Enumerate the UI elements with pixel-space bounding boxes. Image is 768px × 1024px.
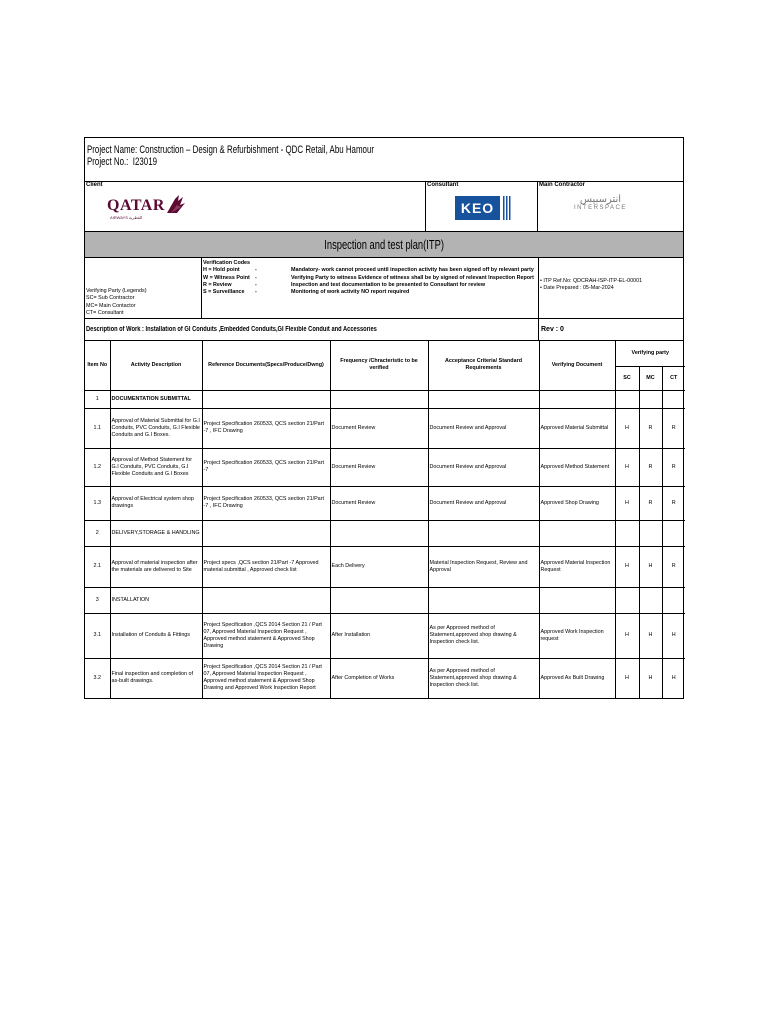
itp-table-wrap	[85, 341, 683, 698]
interspace-logo: انترسبيس INTERSPACE	[574, 194, 627, 211]
itp-title-bar	[85, 232, 683, 258]
itp-ref-no: • ITP Ref.No: QDCRAH-ISP-ITP-EL-00001	[540, 278, 643, 284]
qatar-airways-logo: QATAR AIRWAYS القطرية	[107, 193, 187, 220]
itp-reference-info	[539, 258, 683, 318]
project-name: Project Name: Construction – Design & Refurbishment - QDC Retail, Abu Hamour	[87, 144, 374, 156]
project-number: Project No.: I23019	[87, 156, 158, 168]
oryx-icon	[165, 193, 187, 215]
table-row: 3 INSTALLATION	[85, 587, 685, 613]
work-description: Description of Work : Installation of GI Conduits ,Embedded Conduits,GI Flexible Conduit and Accessories	[85, 319, 539, 340]
header-item-no: Item No	[85, 341, 110, 390]
header-frequency: Frequency /Chracteristic to be verified	[330, 341, 428, 390]
header-mc: MC	[639, 366, 662, 390]
legend-row	[85, 258, 683, 319]
consultant-label: Consultant	[427, 182, 459, 188]
header-acceptance: Acceptance Criteria/ Standard Requirements	[428, 341, 539, 390]
contractor-label: Main Contractor	[539, 182, 586, 188]
keo-stripes-icon	[503, 196, 512, 220]
table-row: 2 DELIVERY,STORAGE & HANDLING	[85, 520, 685, 546]
table-row: 1.2 Approval of Method Statement for G.I Conduits, PVC Conduits, G.I Flexible Conduits and G.I Boxes Project Specification 260533, QCS section 21/Part -7 Document Review Document Review and Approval Approved Method Statement H R R	[85, 448, 685, 486]
codes-heading: Verification Codes	[203, 260, 251, 266]
consultant-cell	[426, 182, 538, 231]
header-reference: Reference Documents(Specs/Produce/Dwng)	[202, 341, 330, 390]
parties-row	[85, 182, 683, 232]
header-activity: Activity Description	[110, 341, 202, 390]
table-row: 1.3 Approval of Electrical system shop drawings Project Specification 260533, QCS section 21/Part -7 , IFC Drawing Document Review Document Review and Approval Approved Shop Drawing H R R	[85, 486, 685, 520]
description-row	[85, 319, 683, 341]
header-sc: SC	[615, 366, 639, 390]
date-prepared: • Date Prepared : 05-Mar-2024	[540, 285, 614, 292]
table-row: 2.1 Approval of material inspection after the materials are delivered to Site Project specs ,QCS section 21/Part -7 Approved material submittal , Approved check list Each Delivery Material Inspection Request, Review and Approval Approved Material Inspection Request H H R	[85, 546, 685, 587]
keo-logo: KEO	[455, 196, 500, 220]
contractor-cell	[538, 182, 683, 231]
project-header	[85, 138, 683, 182]
itp-table	[85, 341, 685, 698]
header-verifying-party: Verifying party	[615, 341, 685, 366]
client-cell	[85, 182, 426, 231]
client-label: Client	[86, 182, 103, 188]
table-row: 3.1 Installation of Conduits & Fittings Project Specification ,QCS 2014 Section 21 / Part 07, Approved Material Inspection Request , Approved method statement & Approved Shop Drawing After Installation As per Approved method of Statement,approved shop drawing & Inspection check list. Approved Work Inspection request H H H	[85, 613, 685, 658]
revision: Rev : 0	[541, 326, 564, 333]
itp-title: Inspection and test plan(ITP)	[324, 237, 444, 252]
table-row: 3.2 Final inspection and completion of as-built drawings. Project Specification ,QCS 2014 Section 21 / Part 07, Approved Material Inspection Request , Approved method statement & Approved Shop Drawing and Approved Work Inspection Report After Completion of Works As per Approved method of Statement,approved shop drawing & Inspection check list. Approved As Built Drawing H H H	[85, 658, 685, 698]
verifying-party-legend: Verifying Party (Legends) SC= Sub Contractor MC= Main Contactor CT= Consultant	[85, 258, 202, 318]
header-verifying-document: Verifying Document	[539, 341, 615, 390]
verification-codes: Verification Codes H = Hold point - Mandatory- work cannot proceed until inspection activity has been signed off by relevant party W = Witness Point - Verifying Party to witness Evidence of witness shall be by signed of relevant Inspection Report R = Review - Inspection and test documentation to be presented to Consultant for review S = Surveillance - Monitoring of work activity NO report required	[202, 258, 539, 318]
header-ct: CT	[662, 366, 685, 390]
itp-sheet	[84, 137, 684, 699]
table-row: 1.1 Approval of Material Submittal for G.I Conduits, PVC Conduits, G.I Flexible Conduits and G.I Boxes. Project Specification 260533, QCS section 21/Part -7 , IFC Drawing Document Review Document Review and Approval Approved Material Submittal H R R	[85, 408, 685, 448]
table-row: 1 DOCUMENTATION SUBMITTAL	[85, 390, 685, 408]
